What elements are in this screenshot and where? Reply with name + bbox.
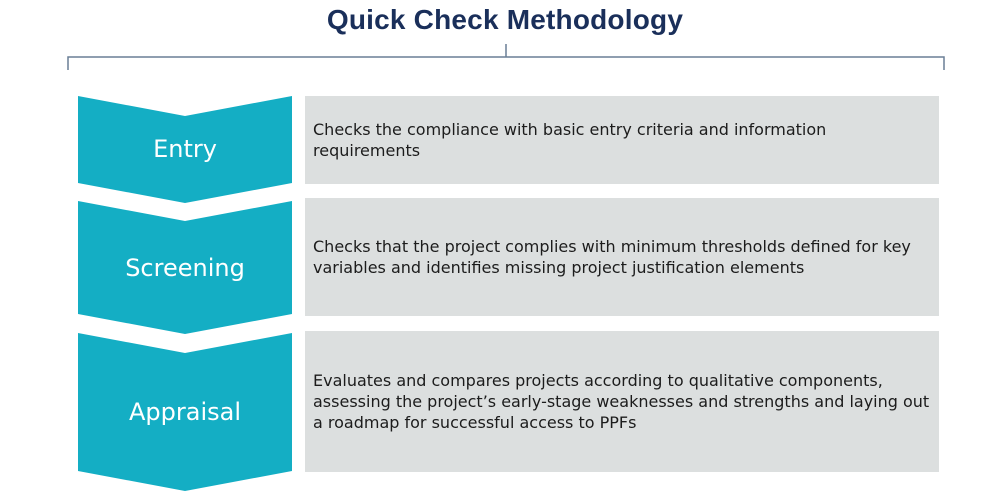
stage-screening-chevron [78, 201, 292, 334]
stage-screening-description: Checks that the project complies with minimum thresholds defined for key variables and identifies missing project justification elements [313, 237, 911, 277]
stage-appraisal-description-panel [305, 331, 939, 472]
stage-entry-label: Entry [153, 135, 217, 163]
stage-appraisal-label: Appraisal [128, 398, 241, 426]
page-title: Quick Check Methodology [326, 4, 684, 35]
stage-entry-chevron [78, 96, 292, 203]
stage-entry-description-panel [305, 96, 939, 184]
stage-screening-label: Screening [125, 254, 245, 282]
title-bracket [0, 0, 984, 80]
stage-entry-description: Checks the compliance with basic entry criteria and information requirements [313, 120, 827, 160]
stage-appraisal-chevron [78, 333, 292, 491]
stage-screening-description-panel [305, 198, 939, 316]
stage-appraisal-description: Evaluates and compares projects according to qualitative components, assessing the project’s early-stage weaknesses and strengths and laying out a roadmap for successful access to PPFs [313, 371, 930, 432]
